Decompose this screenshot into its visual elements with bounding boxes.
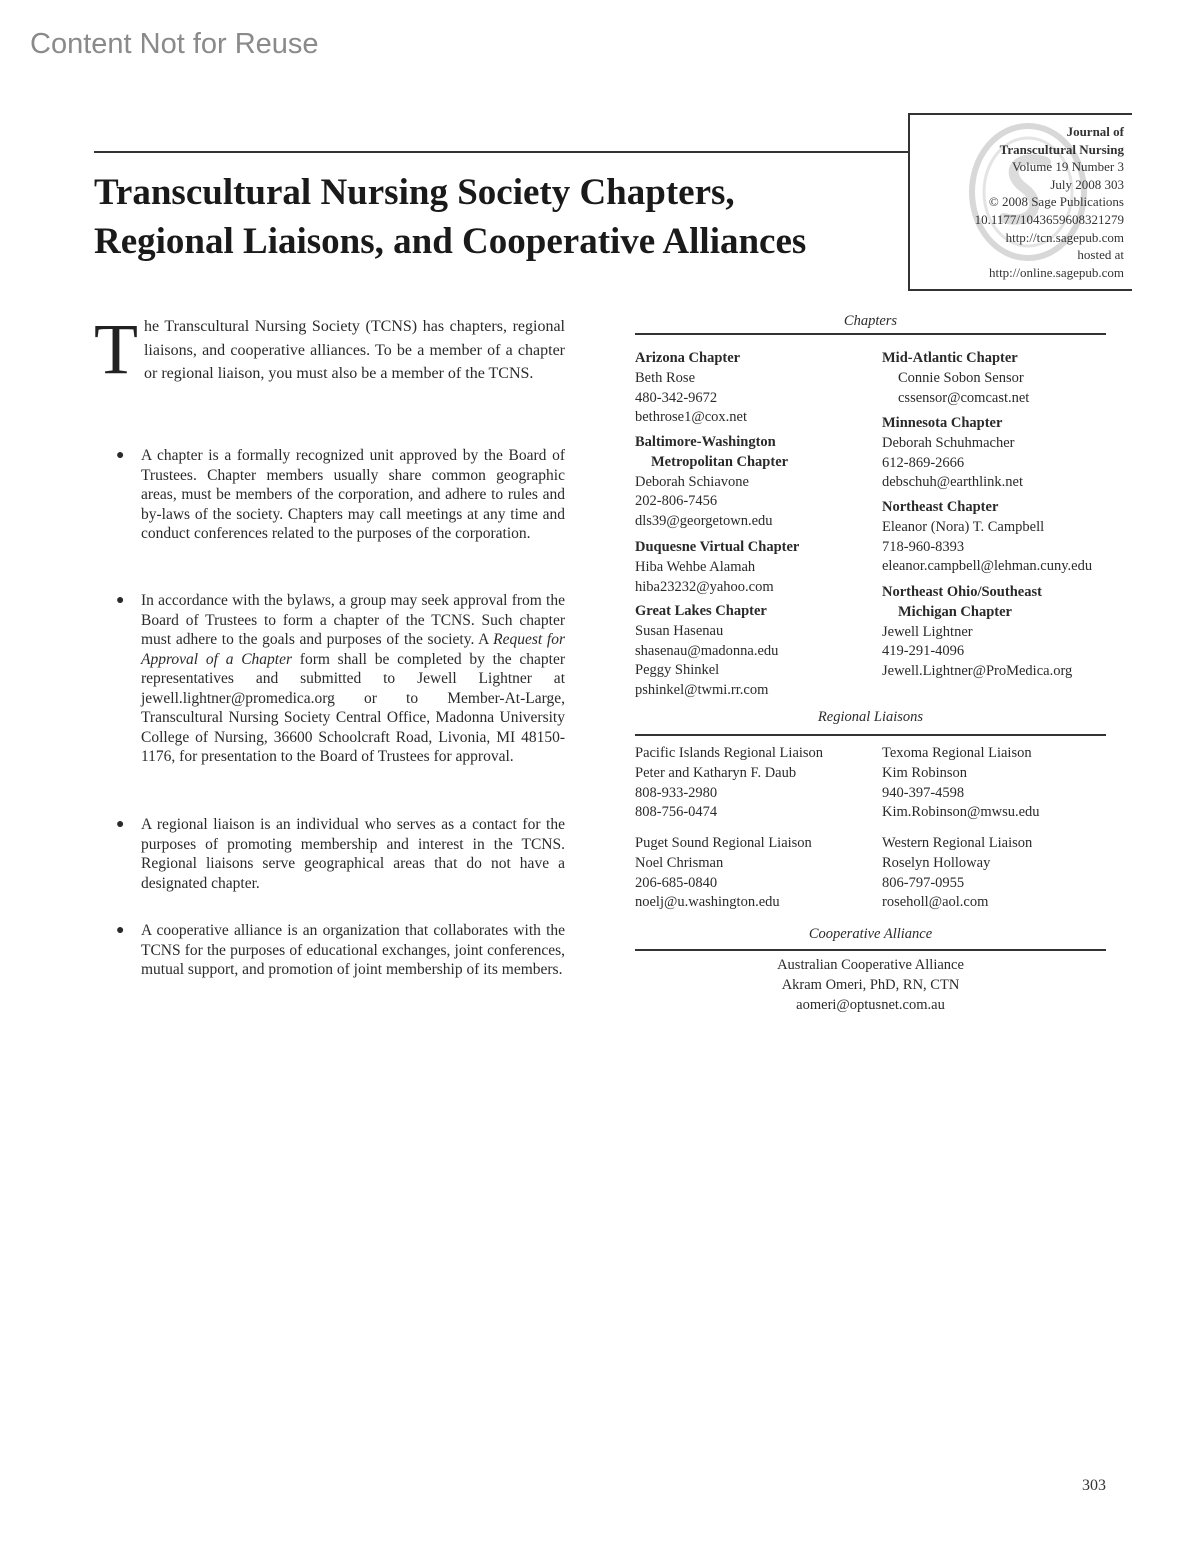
chapter-arizona: Arizona Chapter Beth Rose 480-342-9672 bethrose1@cox.net: [635, 350, 747, 426]
alliance-australia: Australian Cooperative Alliance Akram Omeri, PhD, RN, CTN aomeri@optusnet.com.au: [777, 957, 964, 1013]
journal-name-line2: Transcultural Nursing: [999, 141, 1124, 157]
regional-liaisons-rule: [635, 734, 1106, 736]
journal-copyright: © 2008 Sage Publications: [988, 194, 1124, 210]
watermark-text: Content Not for Reuse: [30, 28, 319, 60]
title-line-1: Transcultural Nursing Society Chapters,: [94, 172, 735, 213]
cooperative-alliance-heading: Cooperative Alliance: [808, 926, 933, 942]
liaison-pacific-islands: Pacific Islands Regional Liaison Peter and Katharyn F. Daub 808-933-2980 808-756-0474: [635, 745, 824, 821]
chapter-northeast: Northeast Chapter Eleanor (Nora) T. Campbell 718-960-8393 eleanor.campbell@lehman.cuny.edu: [882, 499, 1093, 575]
bullet-item: ● In accordance with the bylaws, a group may seek approval from the Board of Trustees to form a chapter of the TCNS. Such chapter must adhere to the goals and purposes of the society. A Request for Approval of a Chapter form shall be completed by the chapter representatives and submitted to Jewell Lightner at jewell.lightner@promedica.org or to Member-At-Large, Transcultural Nursing Society Central Office, Madonna University College of Nursing, 36600 Schoolcraft Road, Livonia, MI 48150-1176, for presentation to the Board of Trustees for approval.: [116, 592, 566, 765]
chapter-duquesne: Duquesne Virtual Chapter Hiba Wehbe Alamah hiba23232@yahoo.com: [635, 539, 800, 595]
journal-url: http://tcn.sagepub.com: [1005, 229, 1124, 245]
regional-liaisons-heading: Regional Liaisons: [817, 709, 924, 725]
journal-host-url: http://online.sagepub.com: [988, 264, 1124, 280]
journal-doi: 10.1177/1043659608321279: [974, 211, 1124, 227]
form-name: Request for Approval of a Chapter: [141, 631, 566, 668]
article-title: [94, 168, 894, 266]
bullet-dot-icon: ●: [116, 817, 125, 832]
chapter-minnesota: Minnesota Chapter Deborah Schuhmacher 612-869-2666 debschuh@earthlink.net: [882, 415, 1023, 491]
intro-text: he Transcultural Nursing Society (TCNS) has chapters, regional liaisons, and cooperative alliances. To be a member of a chapter or regional liaison, you must also be a member of the TCNS.: [143, 318, 565, 382]
journal-date: July 2008 303: [1050, 176, 1124, 192]
drop-cap: T: [94, 309, 138, 389]
bullet-dot-icon: ●: [116, 593, 125, 608]
journal-hosted-label: hosted at: [1077, 247, 1124, 263]
liaison-texoma: Texoma Regional Liaison Kim Robinson 940-397-4598 Kim.Robinson@mwsu.edu: [882, 745, 1040, 821]
journal-name-line1: Journal of: [1066, 124, 1124, 139]
chapter-northeast-ohio: Northeast Ohio/Southeast Michigan Chapter Jewell Lightner 419-291-4096 Jewell.Lightner@ProMedica.org: [882, 584, 1073, 680]
journal-info: [975, 123, 1124, 281]
liaison-western: Western Regional Liaison Roselyn Holloway 806-797-0955 roseholl@aol.com: [882, 835, 1033, 911]
chapters-rule: [635, 333, 1106, 335]
bullet-item: ● A regional liaison is an individual who serves as a contact for the purposes of promoting membership and interest in the TCNS. Regional liaisons serve geographical areas that do not have a designated chapter.: [116, 816, 565, 892]
bullet-item: ● A cooperative alliance is an organization that collaborates with the TCNS for the purposes of educational exchanges, joint conferences, mutual support, and promotion of joint membership of its members.: [116, 922, 565, 978]
intro-paragraph: [94, 309, 565, 389]
journal-volume: Volume 19 Number 3: [1011, 159, 1124, 175]
liaison-puget-sound: Puget Sound Regional Liaison Noel Chrisman 206-685-0840 noelj@u.washington.edu: [635, 835, 812, 911]
bullet-item: ● A chapter is a formally recognized unit approved by the Board of Trustees. Chapter members usually share common geographic areas, must be members of the corporation, and adhere to rules and by-laws of the society. Chapters may call meetings at any time and conduct conferences related to the purposes of the corporation.: [116, 447, 565, 542]
cooperative-alliance-rule: [635, 949, 1106, 951]
title-line-2: Regional Liaisons, and Cooperative Alliances: [94, 221, 807, 262]
chapter-mid-atlantic: Mid-Atlantic Chapter Connie Sobon Sensor cssensor@comcast.net: [882, 350, 1030, 406]
chapters-heading: Chapters: [843, 313, 898, 329]
chapter-baltimore-washington: Baltimore-Washington Metropolitan Chapter Deborah Schiavone 202-806-7456 dls39@georgetown.edu: [635, 434, 789, 530]
header-rule: [94, 151, 910, 153]
bullet-dot-icon: ●: [116, 923, 125, 938]
chapter-great-lakes: Great Lakes Chapter Susan Hasenau shasenau@madonna.edu Peggy Shinkel pshinkel@twmi.rr.com: [635, 603, 779, 699]
bullet-dot-icon: ●: [116, 448, 125, 463]
left-column: [94, 309, 566, 978]
page-number: 303: [1082, 1477, 1106, 1494]
